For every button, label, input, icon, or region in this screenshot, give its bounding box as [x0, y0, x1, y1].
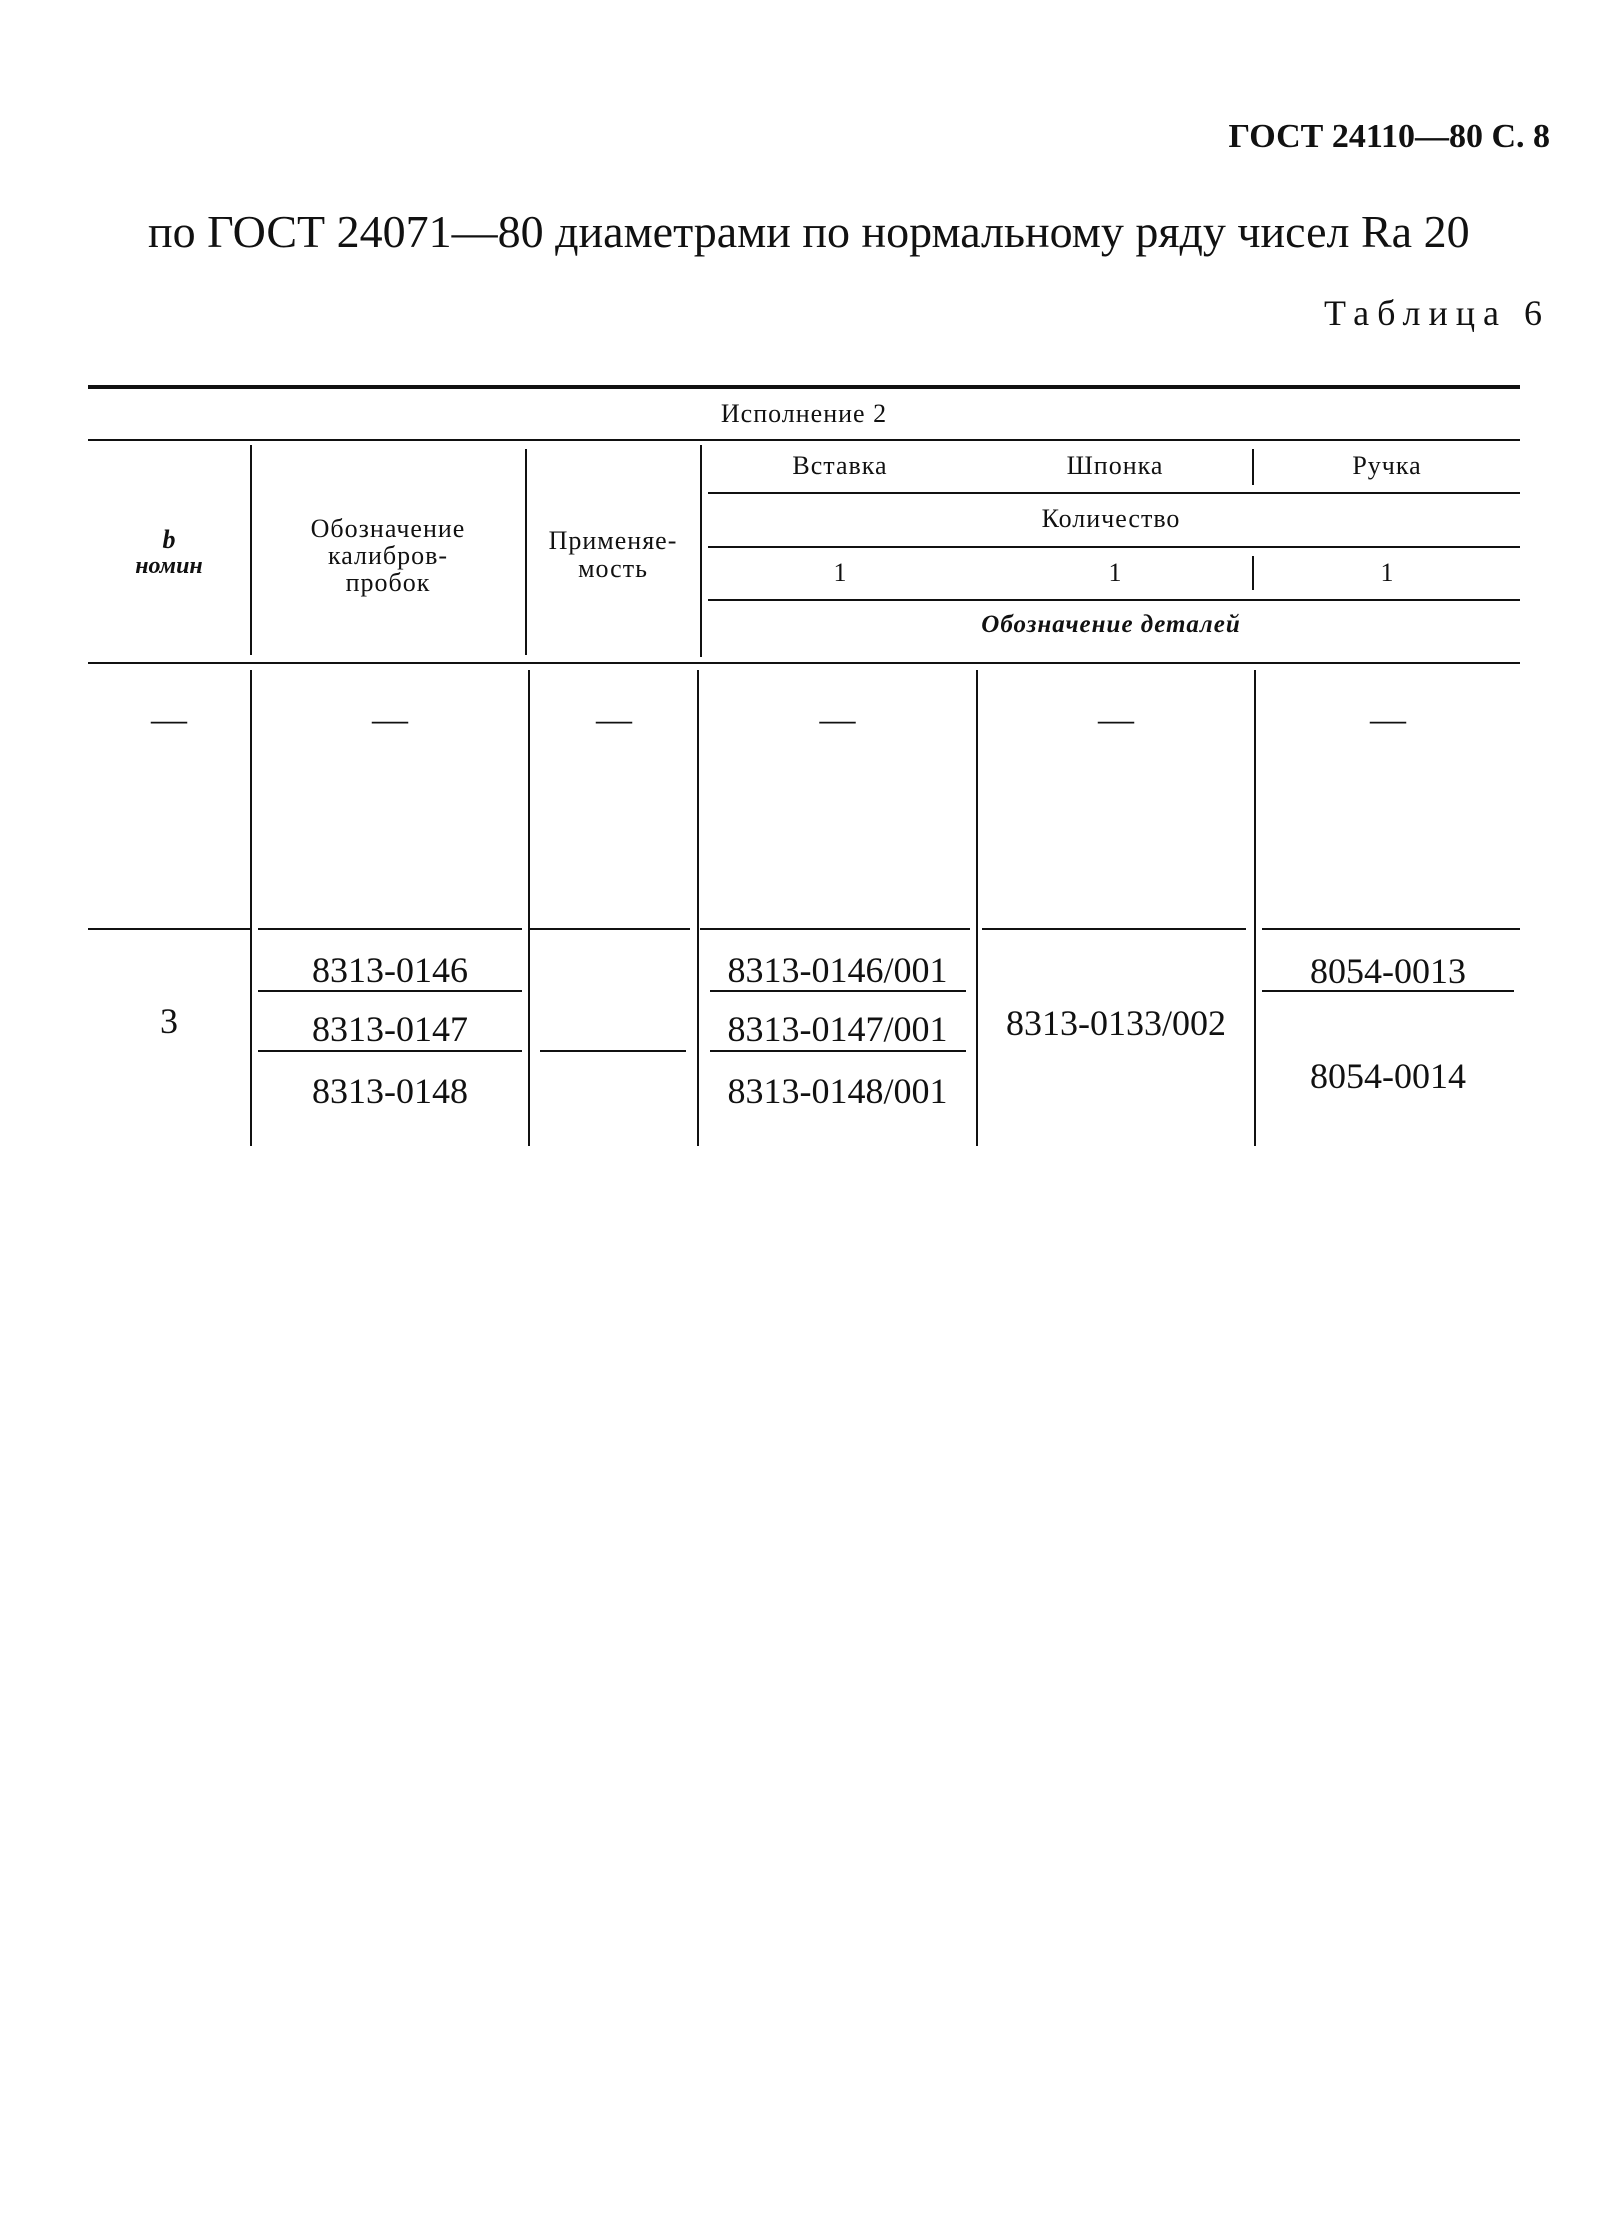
handle-cell: 8054-0014: [1310, 1056, 1466, 1096]
qty-insert: 1: [833, 558, 847, 587]
table-caption: Таблица 6: [1324, 293, 1550, 333]
inner-rule: [710, 1050, 966, 1052]
empty-cell: —: [596, 699, 632, 739]
insert-cell: 8313-0148/001: [727, 1071, 948, 1111]
col-b-sublabel: номин: [135, 553, 203, 579]
col-insert-header: Вставка: [792, 451, 888, 480]
col-designation-line: калибров-: [327, 541, 449, 570]
page-header: ГОСТ 24110—80 С. 8: [1228, 118, 1550, 155]
col-key-header: Шпонка: [1066, 451, 1164, 480]
designation-cell: 8313-0148: [312, 1071, 468, 1111]
designation-cell: 8313-0146: [312, 950, 468, 990]
insert-cell: 8313-0147/001: [727, 1009, 948, 1049]
row-rule: [982, 928, 1246, 930]
intro-text: по ГОСТ 24071—80 диаметрами по нормальному ряду чисел Ra 20: [148, 206, 1470, 257]
empty-cell: —: [151, 699, 187, 739]
col-divider: [976, 670, 978, 1146]
key-cell: 8313-0133/002: [1006, 1003, 1226, 1043]
qty-handle: 1: [1380, 558, 1394, 587]
inner-rule: [258, 1050, 522, 1052]
title-rule: [88, 439, 1520, 441]
row-rule: [1262, 928, 1520, 930]
col-designation-header: [252, 515, 524, 596]
col-designation-line: пробок: [345, 568, 431, 597]
qty-key: 1: [1108, 558, 1122, 587]
empty-cell: —: [372, 699, 408, 739]
designation-cell: 8313-0147: [312, 1009, 468, 1049]
row-rule: [528, 928, 690, 930]
col-divider: [528, 670, 530, 1146]
b-value: 3: [160, 1001, 178, 1041]
insert-cell: 8313-0146/001: [727, 950, 948, 990]
row-rule: [700, 928, 970, 930]
row-rule: [88, 928, 250, 930]
handle-cell: 8054-0013: [1310, 951, 1466, 991]
empty-cell: —: [1098, 699, 1134, 739]
header-bottom-rule: [88, 662, 1520, 664]
qty-values-rule: [708, 599, 1520, 601]
inner-rule: [540, 1050, 686, 1052]
table-top-rule: [88, 385, 1520, 389]
table-title: Исполнение 2: [720, 399, 888, 428]
col-designation-line: Обозначение: [310, 514, 466, 543]
quantity-rule: [708, 546, 1520, 548]
col-handle-header: Ручка: [1352, 451, 1422, 480]
col-applicability-header: [527, 527, 699, 583]
row-rule: [258, 928, 522, 930]
col-b-label: b: [162, 525, 176, 554]
col-applicability-line: Применяе-: [548, 526, 678, 555]
empty-cell: —: [819, 699, 856, 739]
parts-label: Обозначение деталей: [981, 611, 1241, 638]
subheader-rule: [708, 492, 1520, 494]
col-applicability-line: мость: [578, 554, 648, 583]
empty-cell: —: [1370, 699, 1406, 739]
quantity-label: Количество: [1041, 504, 1181, 533]
